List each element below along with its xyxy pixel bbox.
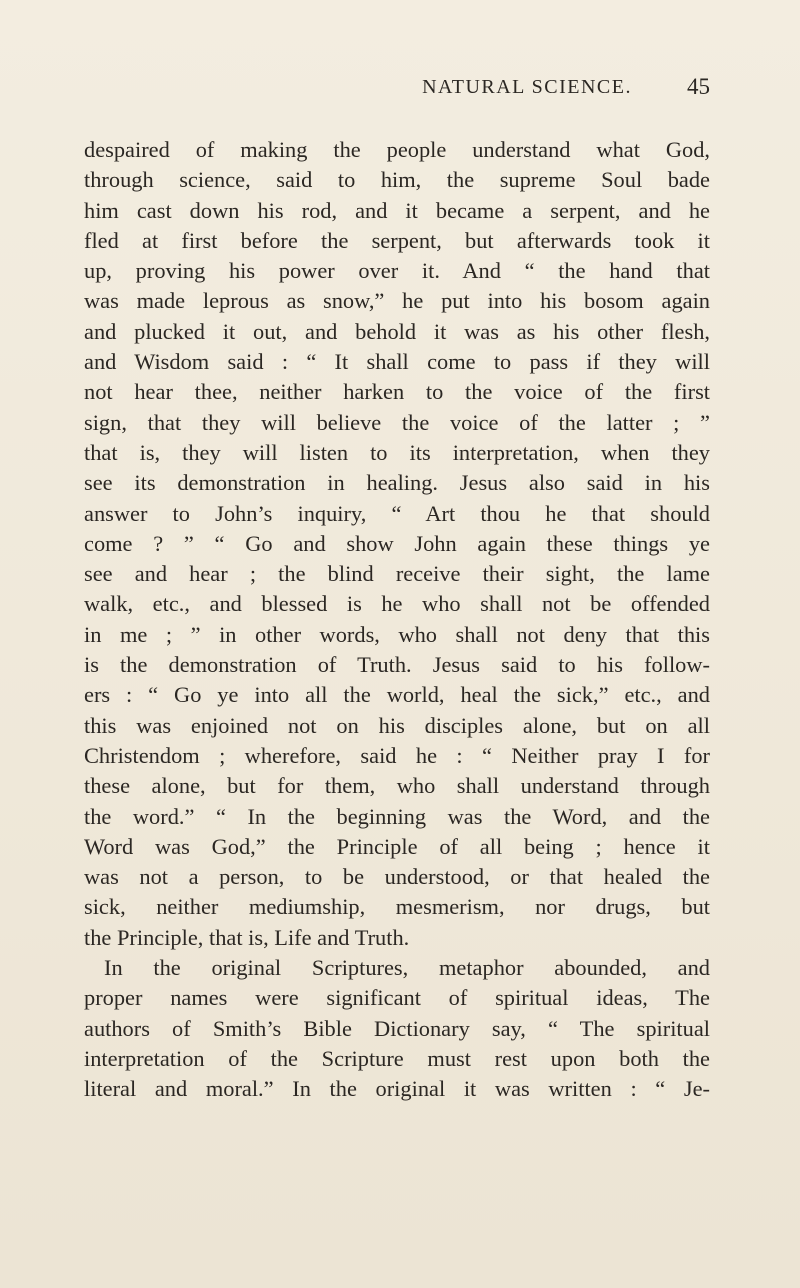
text-line: authors of Smith’s Bible Dictionary say, “ The spiritual [84,1015,710,1041]
text-line: fled at first before the serpent, but afterwards took it [84,227,710,253]
text-line: see and hear ; the blind receive their sight, the lame [84,561,710,587]
text-line: is the demonstration of Truth. Jesus said to his follow- [84,652,710,678]
text-line: sign, that they will believe the voice of the latter ; ” [84,409,710,435]
text-line: Christendom ; wherefore, said he : “ Neither pray I for [84,742,710,768]
paragraph-end-line: the Principle, that is, Life and Truth. [84,924,410,950]
text-line: and plucked it out, and behold it was as his other flesh, [84,318,710,344]
text-line: the word.” “ In the beginning was the Word, and the [84,803,710,829]
body-text [84,135,710,1105]
text-line: ers : “ Go ye into all the world, heal the sick,” etc., and [84,682,710,708]
text-line: was not a person, to be understood, or that healed the [84,864,710,890]
page-number: 45 [687,74,710,99]
text-line: come ? ” “ Go and show John again these things ye [84,530,710,556]
text-line: see its demonstration in healing. Jesus also said in his [84,470,710,496]
text-line: walk, etc., and blessed is he who shall not be offended [84,591,710,617]
text-line: literal and moral.” In the original it was written : “ Je- [84,1076,710,1102]
text-line: these alone, but for them, who shall understand through [84,773,710,799]
text-line: him cast down his rod, and it became a serpent, and he [84,197,710,223]
paragraph-start-line: In the original Scriptures, metaphor abounded, and [104,955,710,981]
text-line: answer to John’s inquiry, “ Art thou he that should [84,500,710,526]
running-head [84,76,710,106]
text-line: sick, neither mediumship, mesmerism, nor drugs, but [84,894,710,920]
text-line: that is, they will listen to its interpretation, when they [84,439,710,465]
text-line: not hear thee, neither harken to the voice of the first [84,379,710,405]
text-line: and Wisdom said : “ It shall come to pass if they will [84,349,710,375]
text-line: proper names were significant of spiritual ideas, The [84,985,710,1011]
text-line: up, proving his power over it. And “ the hand that [84,258,710,284]
text-line: despaired of making the people understand what God, [84,137,710,162]
running-title: NATURAL SCIENCE. [422,76,632,98]
text-line: in me ; ” in other words, who shall not deny that this [84,621,710,647]
text-line: through science, said to him, the supreme Soul bade [84,167,710,193]
text-line: Word was God,” the Principle of all being ; hence it [84,833,710,859]
text-line: was made leprous as snow,” he put into his bosom again [84,288,710,314]
text-line: interpretation of the Scripture must rest upon both the [84,1045,710,1071]
text-line: this was enjoined not on his disciples alone, but on all [84,712,710,738]
